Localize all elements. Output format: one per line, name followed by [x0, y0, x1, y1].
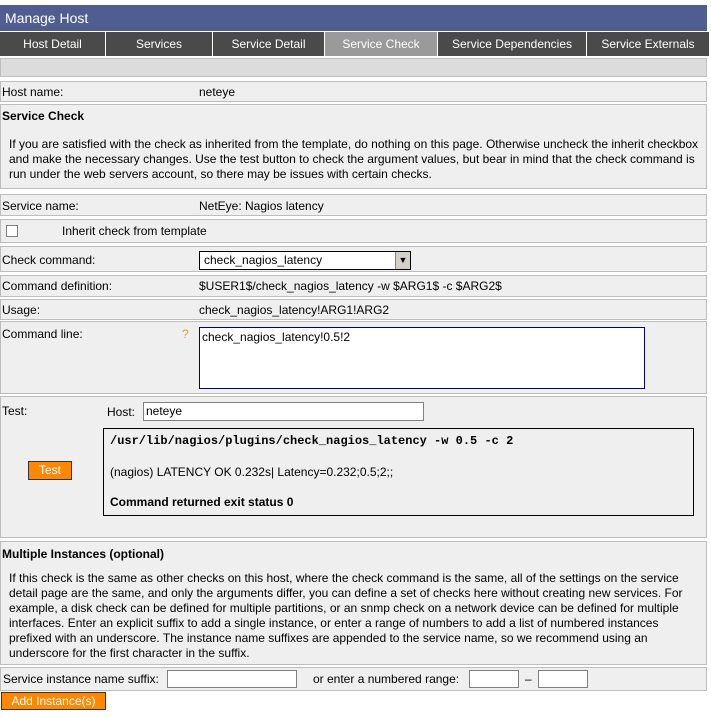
test-output-box	[103, 428, 694, 516]
inherit-label: Inherit check from template	[62, 224, 207, 238]
inherit-checkbox[interactable]	[6, 225, 18, 237]
command-definition-value: $USER1$/check_nagios_latency -w $ARG1$ -c $ARG2$	[199, 279, 502, 293]
check-command-label: Check command:	[2, 253, 96, 267]
host-name-row	[0, 81, 707, 102]
inherit-row	[0, 219, 707, 243]
range-end-input[interactable]	[538, 670, 588, 688]
test-host-input[interactable]: neteye	[143, 402, 424, 421]
tab-bar	[0, 32, 709, 56]
service-name-value: NetEye: Nagios latency	[199, 199, 324, 213]
multiple-instances-heading: Multiple Instances (optional)	[2, 547, 165, 561]
test-output-status: Command returned exit status 0	[110, 495, 294, 509]
range-separator: –	[525, 672, 532, 686]
command-line-label: Command line:	[2, 327, 83, 341]
test-output-command: /usr/lib/nagios/plugins/check_nagios_latency -w 0.5 -c 2	[110, 434, 514, 448]
command-definition-label: Command definition:	[2, 279, 113, 293]
service-check-section	[0, 104, 707, 189]
service-name-label: Service name:	[2, 199, 79, 213]
service-check-description: If you are satisfied with the check as inherited from the template, do nothing on this page. Otherwise uncheck the inherit checkbox and make the necessary changes. Use the test button to check the argument values, but bear in mind that the check command is run under the web servers account, so there may be issues with certain checks.	[9, 137, 699, 181]
chevron-down-icon[interactable]: ▼	[395, 252, 410, 269]
range-start-input[interactable]	[469, 670, 519, 688]
command-line-textarea[interactable]: check_nagios_latency!0.5!2	[199, 327, 645, 389]
suffix-label: Service instance name suffix:	[3, 672, 159, 686]
command-line-row	[0, 321, 707, 394]
check-command-select[interactable]	[199, 251, 411, 270]
window-title: Manage Host	[0, 5, 707, 31]
tab-service-externals[interactable]: Service Externals	[587, 32, 709, 56]
service-name-row	[0, 194, 707, 216]
host-name-value: neteye	[199, 85, 236, 99]
help-icon[interactable]: ?	[182, 327, 189, 341]
multiple-instances-section	[0, 541, 707, 665]
add-instances-button[interactable]: Add Instance(s)	[1, 692, 106, 710]
tab-host-detail[interactable]: Host Detail	[0, 32, 106, 56]
range-label: or enter a numbered range:	[313, 672, 460, 686]
usage-row	[0, 299, 707, 320]
test-button[interactable]: Test	[28, 461, 72, 480]
spacer-band	[0, 58, 707, 77]
check-command-row	[0, 246, 707, 272]
test-label: Test:	[2, 404, 28, 418]
tab-service-detail[interactable]: Service Detail	[213, 32, 325, 56]
usage-value: check_nagios_latency!ARG1!ARG2	[199, 303, 390, 317]
check-command-value: check_nagios_latency	[204, 253, 323, 267]
command-definition-row	[0, 275, 707, 297]
test-section	[0, 396, 707, 538]
test-output-result: (nagios) LATENCY OK 0.232s| Latency=0.232;0.5;2;;	[110, 465, 394, 479]
multiple-instances-description: If this check is the same as other checks on this host, where the check command is the same, all of the settings on the service detail page are the same, and only the arguments differ, you can define a set of checks here without creating new services. For example, a disk check can be defined for multiple partitions, or an snmp check on a network device can be defined for multiple interfaces. Enter an explicit suffix to add a single instance, or enter a range of numbers to add a list of numbered instances prefixed with an underscore. The instance name suffixes are appended to the service name, so we recommend using an underscore for the first character in the suffix.	[9, 571, 683, 660]
host-name-label: Host name:	[2, 85, 64, 99]
tab-service-check[interactable]: Service Check	[325, 32, 438, 56]
suffix-input[interactable]	[167, 670, 297, 688]
service-check-heading: Service Check	[2, 109, 85, 123]
test-host-label: Host:	[107, 405, 136, 419]
usage-label: Usage:	[2, 303, 41, 317]
instance-input-row	[0, 667, 707, 691]
tab-services[interactable]: Services	[106, 32, 213, 56]
tab-service-dependencies[interactable]: Service Dependencies	[438, 32, 587, 56]
